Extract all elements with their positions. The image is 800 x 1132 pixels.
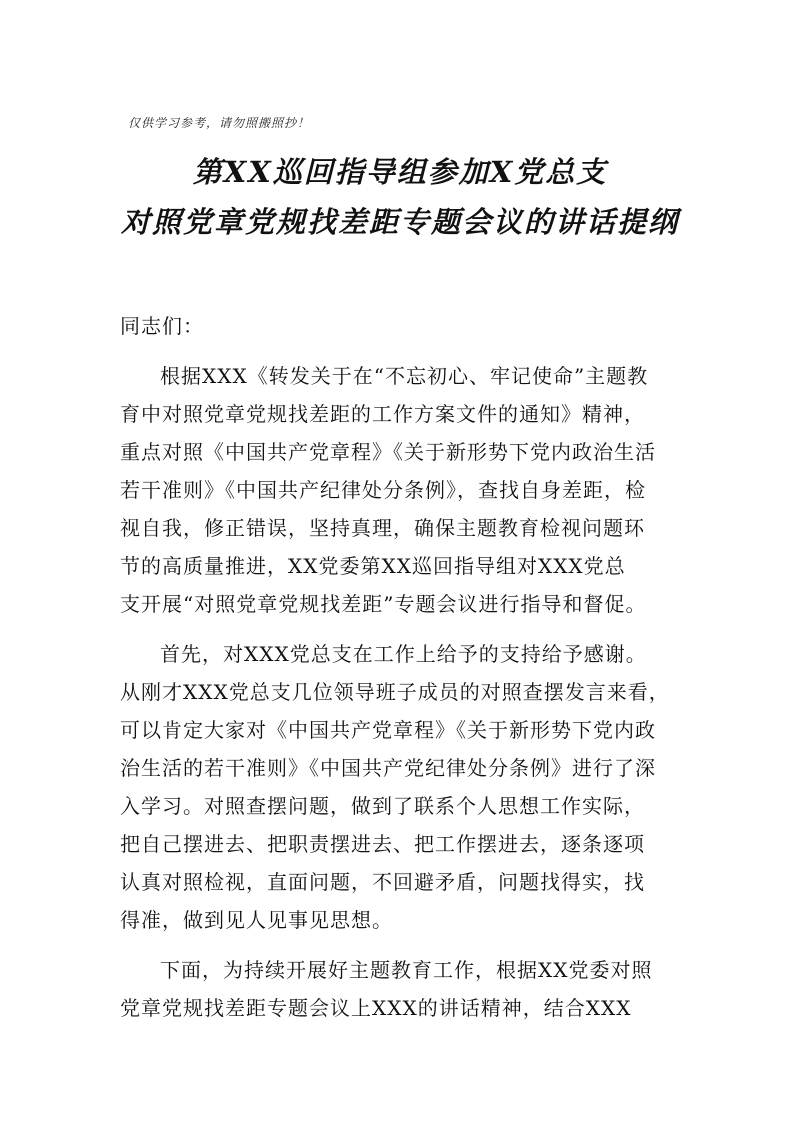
- paragraph-2-line-5: 入学习。对照查摆问题，做到了联系个人思想工作实际，: [120, 794, 645, 818]
- salutation: 同志们：: [120, 314, 204, 338]
- paragraph-1-line-4: 若干准则》《中国共产纪律处分条例》，查找自身差距，检: [120, 478, 646, 502]
- paragraph-2-line-7: 认真对照检视，直面问题，不回避矛盾，问题找得实，找: [120, 870, 645, 894]
- paragraph-1-line-6: 节的高质量推进，XX党委第XX巡回指导组对XXX党总: [120, 554, 626, 578]
- copy-notice: 仅供学习参考，请勿照搬照抄！: [128, 116, 311, 130]
- paragraph-3-line-2: 党章党规找差距专题会议上XXX的讲话精神，结合XXX: [120, 996, 632, 1020]
- paragraph-1-line-3: 重点对照《中国共产党章程》《关于新形势下党内政治生活: [120, 440, 656, 464]
- paragraph-3-line-1: 下面，为持续开展好主题教育工作，根据XX党委对照: [160, 958, 653, 982]
- title-line-1: 第XX巡回指导组参加X党总支: [192, 155, 608, 189]
- paragraph-2-line-6: 把自己摆进去、把职责摆进去、把工作摆进去，逐条逐项: [120, 832, 645, 856]
- paragraph-1-line-5: 视自我，修正错误，坚持真理，确保主题教育检视问题环: [120, 516, 645, 540]
- paragraph-1-line-7: 支开展“对照党章党规找差距”专题会议进行指导和督促。: [120, 592, 647, 616]
- paragraph-2-line-8: 得准，做到见人见事见思想。: [120, 908, 393, 932]
- title-line-2: 对照党章党规找差距专题会议的讲话提纲: [120, 205, 679, 239]
- paragraph-1-line-1: 根据XXX《转发关于在“不忘初心、牢记使命”主题教: [160, 364, 649, 388]
- paragraph-2-line-2: 从刚才XXX党总支几位领导班子成员的对照查摆发言来看，: [120, 680, 670, 704]
- paragraph-2-line-3: 可以肯定大家对《中国共产党章程》《关于新形势下党内政: [120, 718, 656, 742]
- paragraph-2-line-1: 首先，对XXX党总支在工作上给予的支持给予感谢。: [160, 642, 647, 666]
- paragraph-1-line-2: 育中对照党章党规找差距的工作方案文件的通知》精神，: [120, 402, 645, 426]
- paragraph-2-line-4: 治生活的若干准则》《中国共产党纪律处分条例》进行了深: [120, 756, 656, 780]
